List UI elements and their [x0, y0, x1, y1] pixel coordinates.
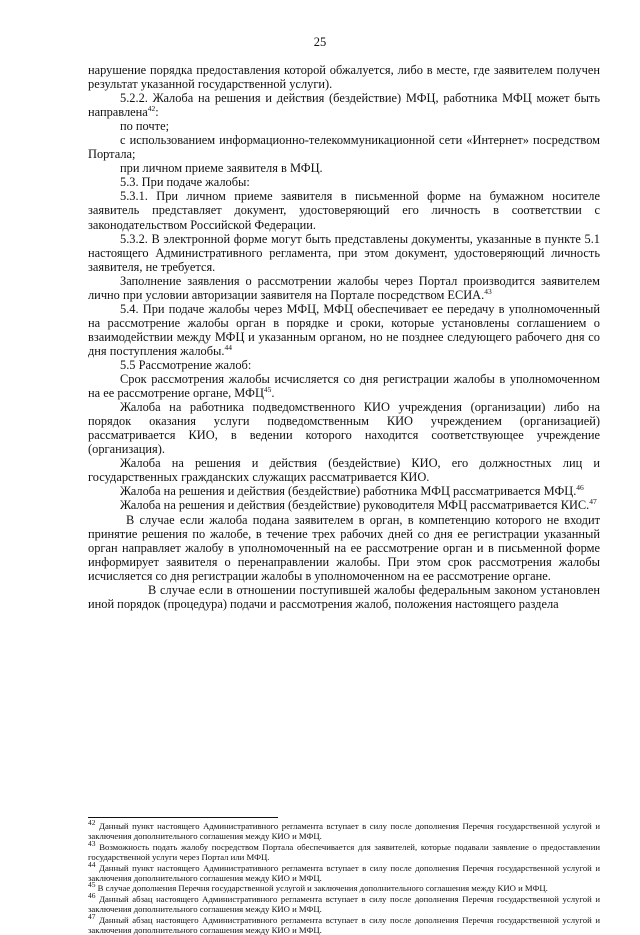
text-run: 5.3. При подаче жалобы: [120, 175, 250, 190]
footnote-ref: 44 [224, 342, 232, 352]
footnote-number: 43 [88, 838, 96, 848]
paragraph [88, 358, 600, 372]
text-run: Жалоба на решения и действия (бездействие) руководителя МФЦ рассматривается КИС. [120, 498, 590, 513]
footnote-text: Данный пункт настоящего Административного регламента вступает в силу после дополнения Перечня государственной услугой и заключения дополнительного соглашения между КИО и МФЦ. [88, 821, 600, 842]
text-run: В случае если в отношении поступившей жалобы федеральным законом установлен иной порядок (процедура) подачи и рассмотрения жалоб, положения настоящего раздела [88, 582, 600, 611]
footnote [88, 818, 600, 842]
footnote-number: 47 [88, 911, 96, 921]
paragraph [88, 372, 600, 400]
paragraph [88, 175, 600, 189]
footnote-separator [88, 817, 278, 818]
text-run: нарушение порядка предоставления которой обжалуется, либо в месте, где заявителем получен результат указанной государственной услуги). [88, 63, 600, 92]
paragraph [88, 302, 600, 358]
footnote-ref: 42 [147, 104, 156, 114]
text-run: 5.5 Рассмотрение жалоб: [120, 357, 252, 372]
text-run: 5.2.2. Жалоба на решения и действия (бездействие) МФЦ, работника МФЦ может быть направлена [88, 91, 600, 120]
page-number: 25 [313, 35, 327, 49]
text-run: с использованием информационно-телекоммуникационной сети «Интернет» посредством Портала; [88, 133, 600, 162]
paragraph [88, 91, 600, 119]
footnote-number: 46 [88, 890, 96, 900]
text-run: В случае если жалоба подана заявителем в орган, в компетенцию которого не входит принятие решения по жалобе, в течение трех рабочих дней со дня ее регистрации указанный орган направляет жалобу в уполномоченный на ее рассмотрение орган и в письменной форме информирует заявителя о перенаправлении жалобы. При этом срок рассмотрения жалобы исчисляется со дня регистрации жалобы в уполномоченном на ее рассмотрение органе. [88, 512, 600, 583]
footnote-text: В случае дополнения Перечня государственной услугой и заключения дополнительного соглашения между КИО и МФЦ. [95, 883, 548, 894]
text-run: 5.3.2. В электронной форме могут быть представлены документы, указанные в пункте 5.1 настоящего Административного регламента, при этом документ, удостоверяющий личность заявителя, не требуется. [88, 231, 600, 274]
paragraph [88, 119, 600, 133]
footnote-text: Возможность подать жалобу посредством Портала обеспечивается для заявителей, которые подавали заявление о предоставлении государственной услуги через Портал или МФЦ. [88, 841, 600, 863]
footnotes [88, 818, 600, 935]
paragraph [88, 133, 600, 161]
footnote [88, 880, 600, 894]
paragraph [88, 456, 600, 484]
text-run: Жалоба на решения и действия (бездействие) КИО, его должностных лиц и государственных гражданских служащих рассматривается КИО. [88, 456, 600, 485]
text-run: Жалоба на решения и действия (бездействие) работника МФЦ рассматривается МФЦ. [120, 484, 577, 499]
paragraph [88, 400, 600, 456]
text-run: 5.4. При подаче жалобы через МФЦ, МФЦ обеспечивает ее передачу в уполномоченный на рассмотрение жалобы орган в порядке и сроки, которые установлены соглашением о взаимодействии между МФЦ и указанным органом, но не позднее следующего рабочего дня со дня поступления жалобы. [88, 301, 600, 358]
footnote-number: 45 [88, 880, 96, 890]
text-run: Заполнение заявления о рассмотрении жалобы через Портал производится заявителем лично при условии авторизации заявителя на Портале посредством ЕСИА. [88, 273, 600, 302]
footnote [88, 911, 600, 935]
paragraph [88, 189, 600, 231]
text-run: : [155, 105, 159, 120]
footnote-text: Данный пункт настоящего Административного регламента вступает в силу после дополнения Перечня государственной услугой и заключения дополнительного соглашения между КИО и МФЦ. [88, 862, 600, 884]
paragraph [88, 161, 600, 175]
footnote-text: Данный абзац настоящего Административного регламента вступает в силу после дополнения Перечня государственной услугой и заключения дополнительного соглашения между КИО и МФЦ. [88, 893, 600, 915]
paragraph [88, 513, 600, 583]
footnote-text: Данный абзац настоящего Административного регламента вступает в силу после дополнения Перечня государственной услугой и заключения дополнительного соглашения между КИО и МФЦ. [88, 914, 600, 935]
text-run: Жалоба на работника подведомственного КИО учреждения (организации) либо на порядок оказания услуги подведомственным КИО учреждением (организацией) рассматривается КИО, в ведении которого находится соответствующее учреждение (организация). [88, 400, 600, 457]
footnote [88, 890, 600, 915]
footnote [88, 838, 600, 863]
footnote-ref: 47 [589, 497, 597, 507]
footnote [88, 859, 600, 884]
paragraph [88, 63, 600, 91]
footnote-ref: 46 [576, 483, 584, 493]
paragraph [88, 274, 600, 302]
footnote-ref: 43 [484, 286, 492, 296]
text-run: при личном приеме заявителя в МФЦ. [120, 161, 323, 176]
paragraph [88, 498, 600, 512]
text-run: Срок рассмотрения жалобы исчисляется со дня регистрации жалобы в уполномоченном на ее рассмотрение органе, МФЦ [88, 372, 600, 401]
text-run: по почте; [120, 119, 170, 134]
footnote-ref: 45 [263, 384, 272, 394]
text-run: . [271, 386, 275, 401]
footnote-number: 42 [88, 818, 96, 828]
text-run: 5.3.1. При личном приеме заявителя в письменной форме на бумажном носителе заявитель представляет документ, удостоверяющий его личность в соответствии с законодательством Российской Федерации. [88, 189, 600, 232]
footnote-number: 44 [88, 859, 96, 869]
paragraph [88, 583, 600, 611]
main-text [88, 63, 600, 611]
paragraph [88, 484, 600, 498]
paragraph [88, 232, 600, 274]
